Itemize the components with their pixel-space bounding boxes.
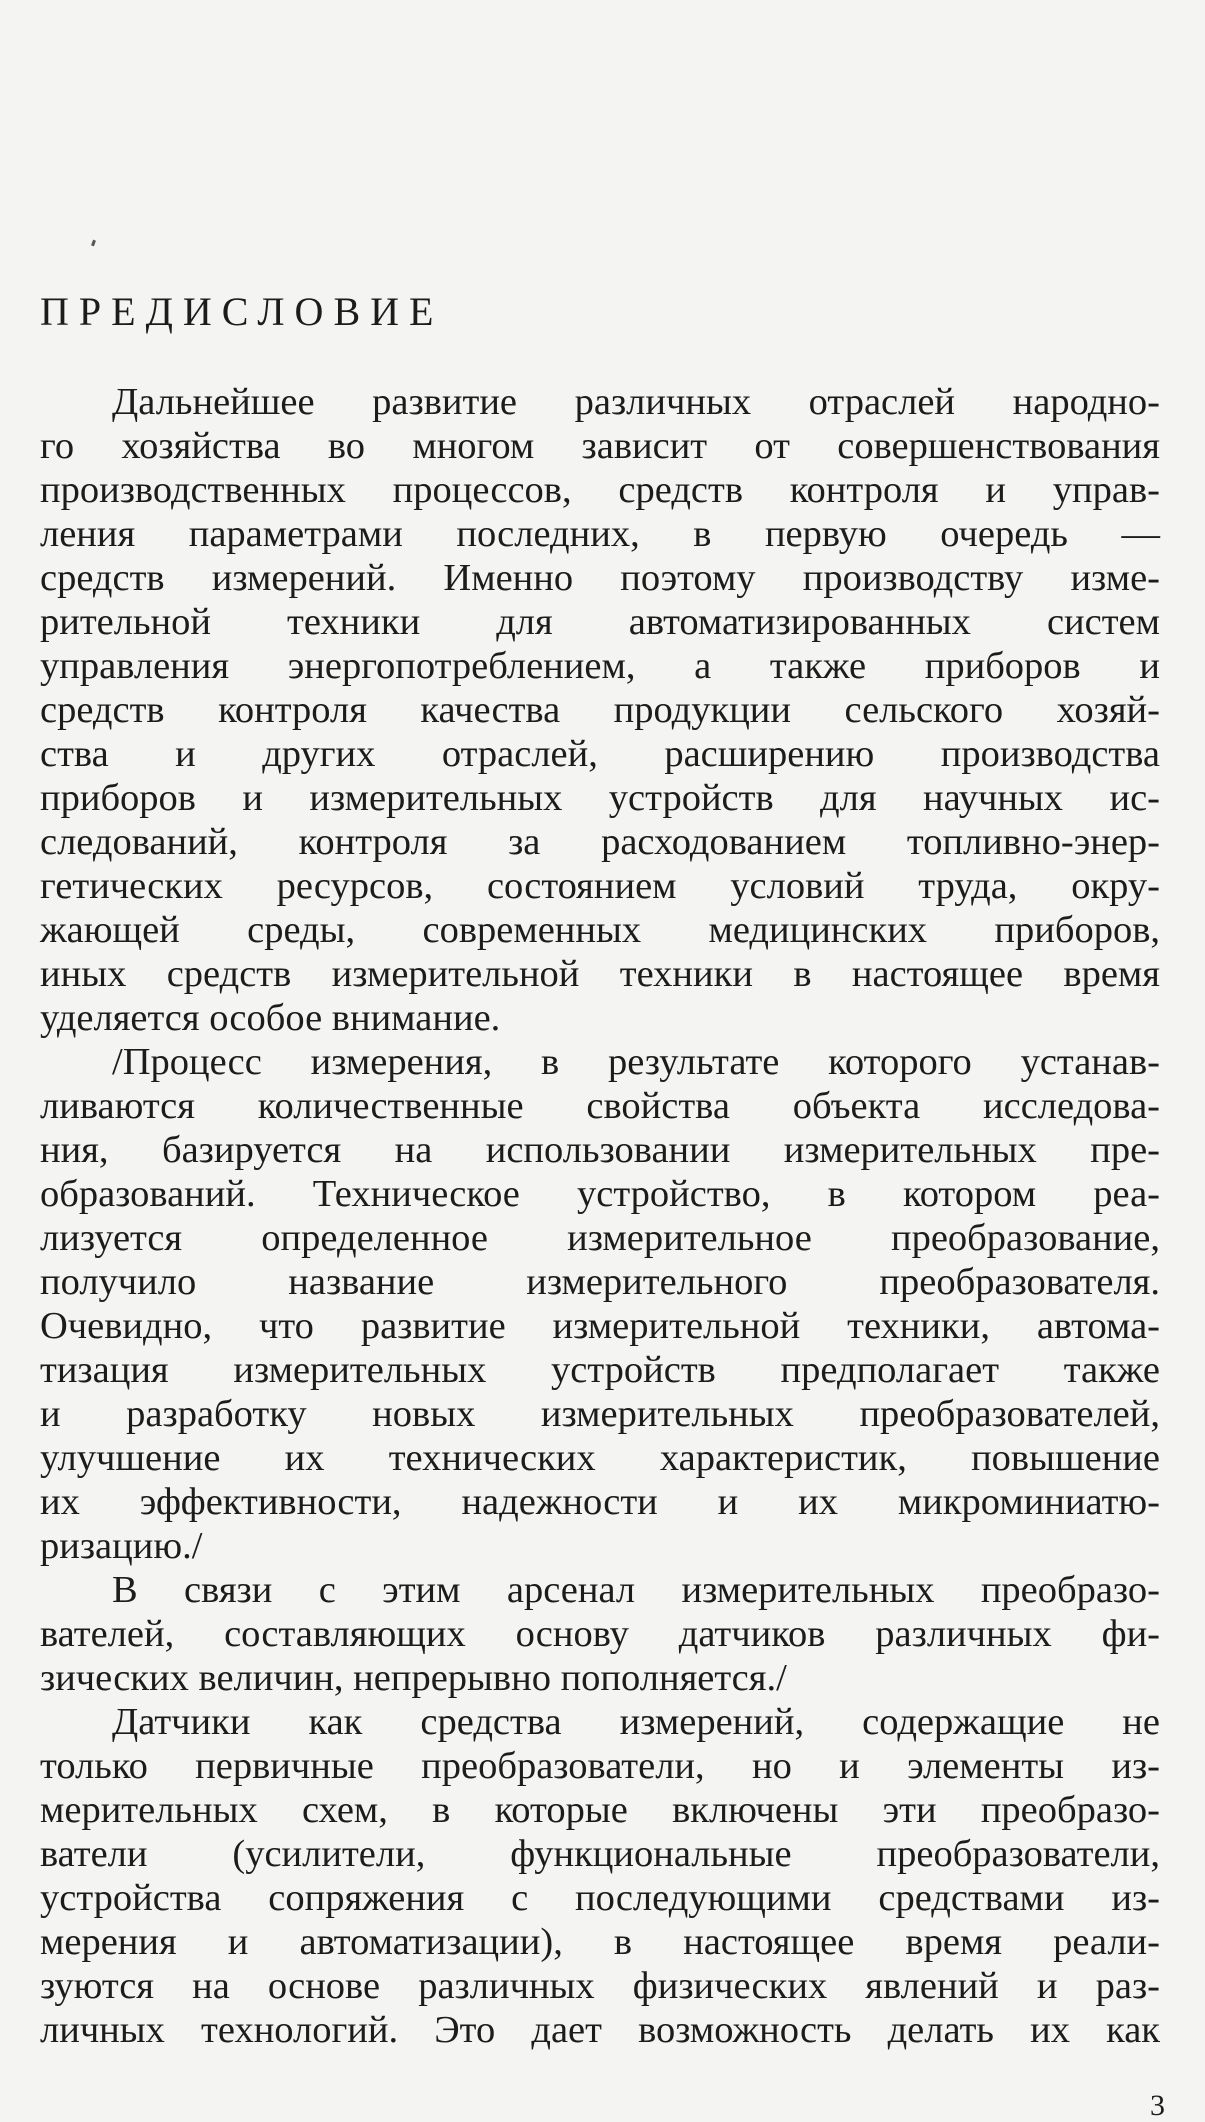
print-speck <box>91 240 96 247</box>
text-line: получило название измерительного преобразователя. <box>40 1261 1160 1303</box>
text-line: вателей, составляющих основу датчиков различных фи- <box>40 1613 1160 1655</box>
text-line: ления параметрами последних, в первую очередь — <box>40 513 1160 555</box>
text-line: средств контроля качества продукции сельского хозяй- <box>40 689 1160 731</box>
text-line: /Процесс измерения, в результате которого устанав- <box>112 1041 1160 1083</box>
text-line: ства и других отраслей, расширению производства <box>40 733 1160 775</box>
text-line: ризацию./ <box>40 1525 203 1567</box>
text-line: улучшение их технических характеристик, повышение <box>40 1437 1160 1479</box>
text-line: и разработку новых измерительных преобразователей, <box>40 1393 1160 1435</box>
text-line: В связи с этим арсенал измерительных преобразо- <box>112 1569 1160 1611</box>
text-line: личных технологий. Это дает возможность делать их как <box>40 2009 1160 2051</box>
text-line: жающей среды, современных медицинских приборов, <box>40 909 1160 951</box>
text-line: иных средств измерительной техники в настоящее время <box>40 953 1160 995</box>
page-number: 3 <box>1150 2089 1165 2122</box>
text-line: ния, базируется на использовании измерительных пре- <box>40 1129 1160 1171</box>
text-line: производственных процессов, средств контроля и управ- <box>40 469 1160 511</box>
text-line: уделяется особое внимание. <box>40 997 501 1039</box>
preface-text <box>40 380 1160 2052</box>
text-line: Датчики как средства измерений, содержащие не <box>112 1701 1160 1743</box>
text-line: Дальнейшее развитие различных отраслей народно- <box>112 381 1160 423</box>
text-line: средств измерений. Именно поэтому производству изме- <box>40 557 1160 599</box>
text-line: зических величин, непрерывно пополняется./ <box>40 1657 787 1699</box>
text-line: приборов и измерительных устройств для научных ис- <box>40 777 1160 819</box>
text-line: образований. Техническое устройство, в котором реа- <box>40 1173 1160 1215</box>
text-line: лизуется определенное измерительное преобразование, <box>40 1217 1160 1259</box>
page-title: ПРЕДИСЛОВИЕ <box>40 289 444 334</box>
text-line: тизация измерительных устройств предполагает также <box>40 1349 1160 1391</box>
text-line: устройства сопряжения с последующими средствами из- <box>40 1877 1160 1919</box>
text-line: только первичные преобразователи, но и элементы из- <box>40 1745 1160 1787</box>
text-line: мерительных схем, в которые включены эти преобразо- <box>40 1789 1160 1831</box>
text-line: ватели (усилители, функциональные преобразователи, <box>40 1833 1160 1875</box>
text-line: ливаются количественные свойства объекта исследова- <box>40 1085 1160 1127</box>
text-line: Очевидно, что развитие измерительной техники, автома- <box>40 1305 1160 1347</box>
text-line: следований, контроля за расходованием топливно-энер- <box>40 821 1160 863</box>
text-line: го хозяйства во многом зависит от совершенствования <box>40 425 1160 467</box>
text-line: гетических ресурсов, состоянием условий труда, окру- <box>40 865 1160 907</box>
text-line: рительной техники для автоматизированных систем <box>40 601 1160 643</box>
text-line: их эффективности, надежности и их микроминиатю- <box>40 1481 1160 1523</box>
text-line: мерения и автоматизации), в настоящее время реали- <box>40 1921 1160 1963</box>
text-line: управления энергопотреблением, а также приборов и <box>40 645 1160 687</box>
text-line: зуются на основе различных физических явлений и раз- <box>40 1965 1160 2007</box>
